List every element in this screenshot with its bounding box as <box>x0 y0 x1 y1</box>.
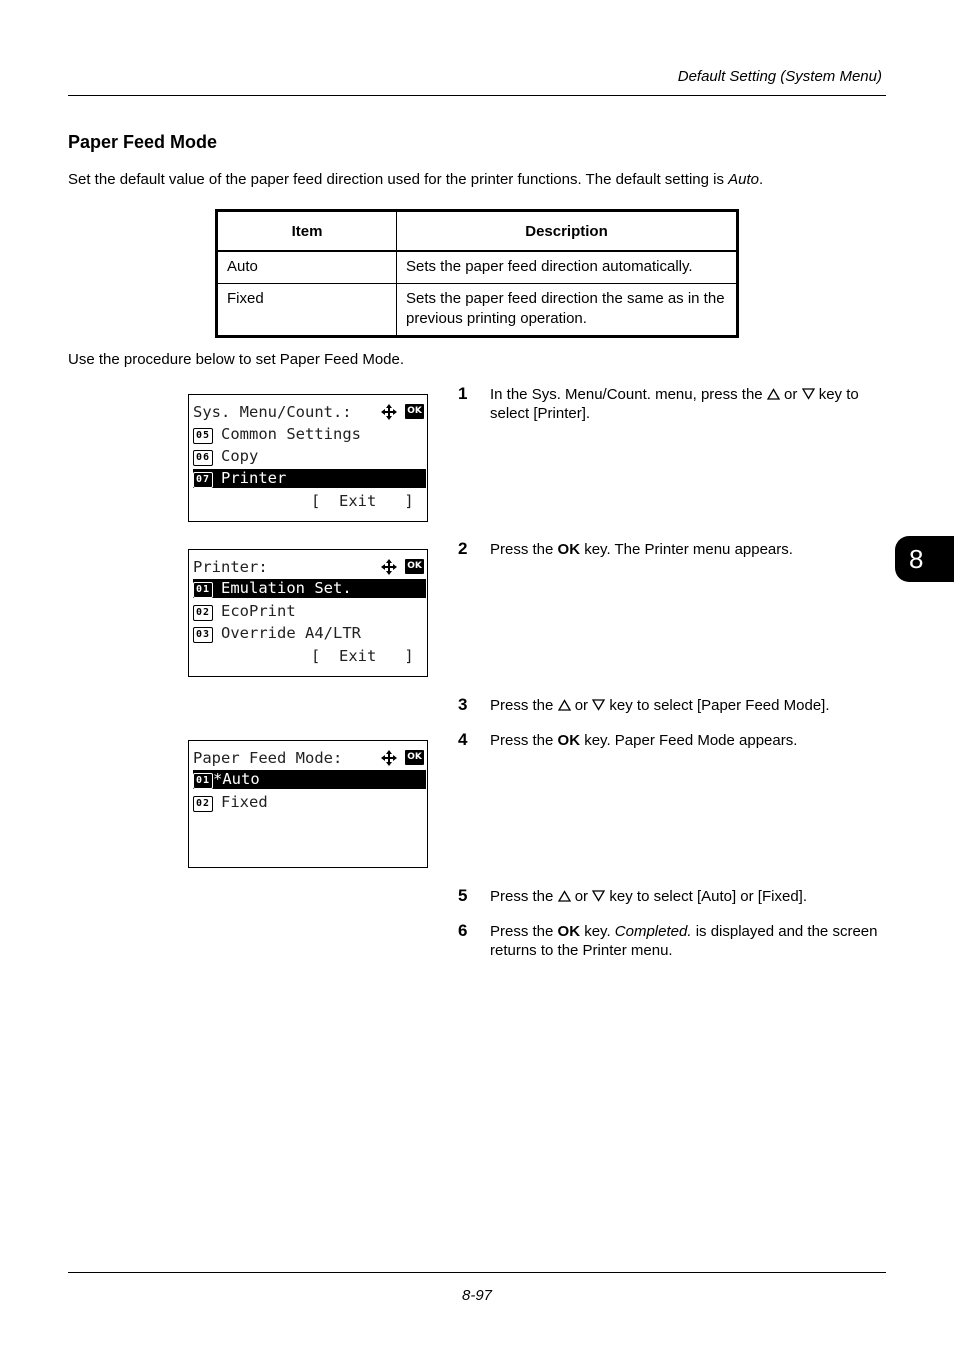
header-divider <box>68 95 886 96</box>
step-text-part: or <box>574 697 589 714</box>
down-arrow-key-icon <box>592 699 605 711</box>
step-number: 5 <box>458 886 468 905</box>
menu-item <box>193 793 426 812</box>
step-text <box>490 696 890 715</box>
ok-key-icon: OK <box>405 404 424 419</box>
menu-item <box>193 425 426 444</box>
four-way-arrow-icon <box>380 749 398 767</box>
down-arrow-key-icon <box>802 388 815 400</box>
ok-key-icon: OK <box>405 559 424 574</box>
completed-message: Completed. <box>614 923 692 940</box>
item-number-badge: 02 <box>193 605 213 621</box>
item-number-badge: 07 <box>193 472 213 488</box>
table-row <box>217 284 738 337</box>
four-way-arrow-icon <box>380 558 398 576</box>
step-text-part: is displayed and the screen returns to the Printer menu. <box>490 923 878 959</box>
column-header-description: Description <box>397 211 738 252</box>
ok-key-label: OK <box>557 541 581 558</box>
four-way-arrow-icon <box>380 403 398 421</box>
step-text-part: or <box>574 888 589 905</box>
menu-item <box>193 624 426 643</box>
step-number: 2 <box>458 539 468 558</box>
intro-default-value: Auto <box>728 171 759 188</box>
lcd-title: Sys. Menu/Count.: <box>193 403 352 421</box>
item-label: Copy <box>221 447 259 465</box>
intro-end: . <box>759 171 764 188</box>
step-text-part: key. The Printer menu appears. <box>584 541 793 558</box>
lcd-screen-sys-menu <box>188 394 428 522</box>
lcd-screen-paper-feed-mode <box>188 740 428 868</box>
item-label: EcoPrint <box>221 602 296 620</box>
item-number-badge: 01 <box>193 582 213 598</box>
step-text-part: Press the <box>490 923 554 940</box>
step-text-part: key. Paper Feed Mode appears. <box>584 732 798 749</box>
step-text-part: Press the <box>490 541 554 558</box>
menu-item <box>193 447 426 466</box>
lcd-title: Paper Feed Mode: <box>193 749 343 767</box>
step-number: 6 <box>458 921 468 940</box>
item-label: Override A4/LTR <box>221 624 361 642</box>
page-number: 8-97 <box>461 1287 493 1304</box>
step-text-part: Press the <box>490 697 554 714</box>
running-header: Default Setting (System Menu) <box>677 68 882 85</box>
ok-key-label: OK <box>557 732 581 749</box>
table-cell-item: Fixed <box>217 284 397 337</box>
section-title: Paper Feed Mode <box>68 132 218 152</box>
item-number-badge: 03 <box>193 627 213 643</box>
menu-item-selected <box>193 770 426 789</box>
step-number: 4 <box>458 730 468 749</box>
exit-softkey-label: [ Exit ] <box>311 492 414 510</box>
step-number: 1 <box>458 384 468 403</box>
up-arrow-key-icon <box>558 890 571 902</box>
table-cell-description: Sets the paper feed direction the same as in the previous printing operation. <box>397 284 738 337</box>
step-text-part: key. <box>584 923 611 940</box>
step-text-part: key to select [Printer]. <box>490 386 859 422</box>
table-cell-item: Auto <box>217 251 397 284</box>
step-text <box>490 385 890 423</box>
step-text <box>490 887 890 906</box>
item-number-badge: 02 <box>193 796 213 812</box>
item-label: Common Settings <box>221 425 361 443</box>
step-text-part: key to select [Auto] or [Fixed]. <box>609 888 807 905</box>
intro-text: Set the default value of the paper feed direction used for the printer functions. The default setting is <box>68 171 729 188</box>
column-header-item: Item <box>217 211 397 252</box>
item-label: Emulation Set. <box>221 579 352 597</box>
step-text <box>490 731 890 750</box>
menu-item-selected <box>193 469 426 488</box>
table-row <box>217 251 738 284</box>
step-number: 3 <box>458 695 468 714</box>
step-text <box>490 922 890 960</box>
item-label: Printer <box>221 469 287 487</box>
table-header-row <box>217 211 738 252</box>
settings-table <box>215 209 739 338</box>
up-arrow-key-icon <box>767 388 780 400</box>
step-text-part: or <box>784 386 798 403</box>
chapter-tab: 8 <box>895 536 954 582</box>
section-intro <box>68 171 763 188</box>
item-label: *Auto <box>213 770 260 788</box>
item-label: Fixed <box>221 793 268 811</box>
item-number-badge: 05 <box>193 428 213 444</box>
procedure-intro: Use the procedure below to set Paper Feed Mode. <box>68 351 405 368</box>
menu-item <box>193 602 426 621</box>
lcd-screen-printer <box>188 549 428 677</box>
step-text-part: Press the <box>490 732 554 749</box>
exit-softkey-label: [ Exit ] <box>311 647 414 665</box>
step-text <box>490 540 890 559</box>
step-text-part: In the Sys. Menu/Count. menu, press the <box>490 386 763 403</box>
step-text-part: key to select [Paper Feed Mode]. <box>609 697 830 714</box>
down-arrow-key-icon <box>592 890 605 902</box>
ok-key-icon: OK <box>405 750 424 765</box>
menu-item-selected <box>193 579 426 598</box>
lcd-title: Printer: <box>193 558 268 576</box>
up-arrow-key-icon <box>558 699 571 711</box>
ok-key-label: OK <box>557 923 581 940</box>
item-number-badge: 06 <box>193 450 213 466</box>
step-text-part: Press the <box>490 888 554 905</box>
item-number-badge: 01 <box>193 773 213 789</box>
footer-divider <box>68 1272 886 1273</box>
table-cell-description: Sets the paper feed direction automatically. <box>397 251 738 284</box>
